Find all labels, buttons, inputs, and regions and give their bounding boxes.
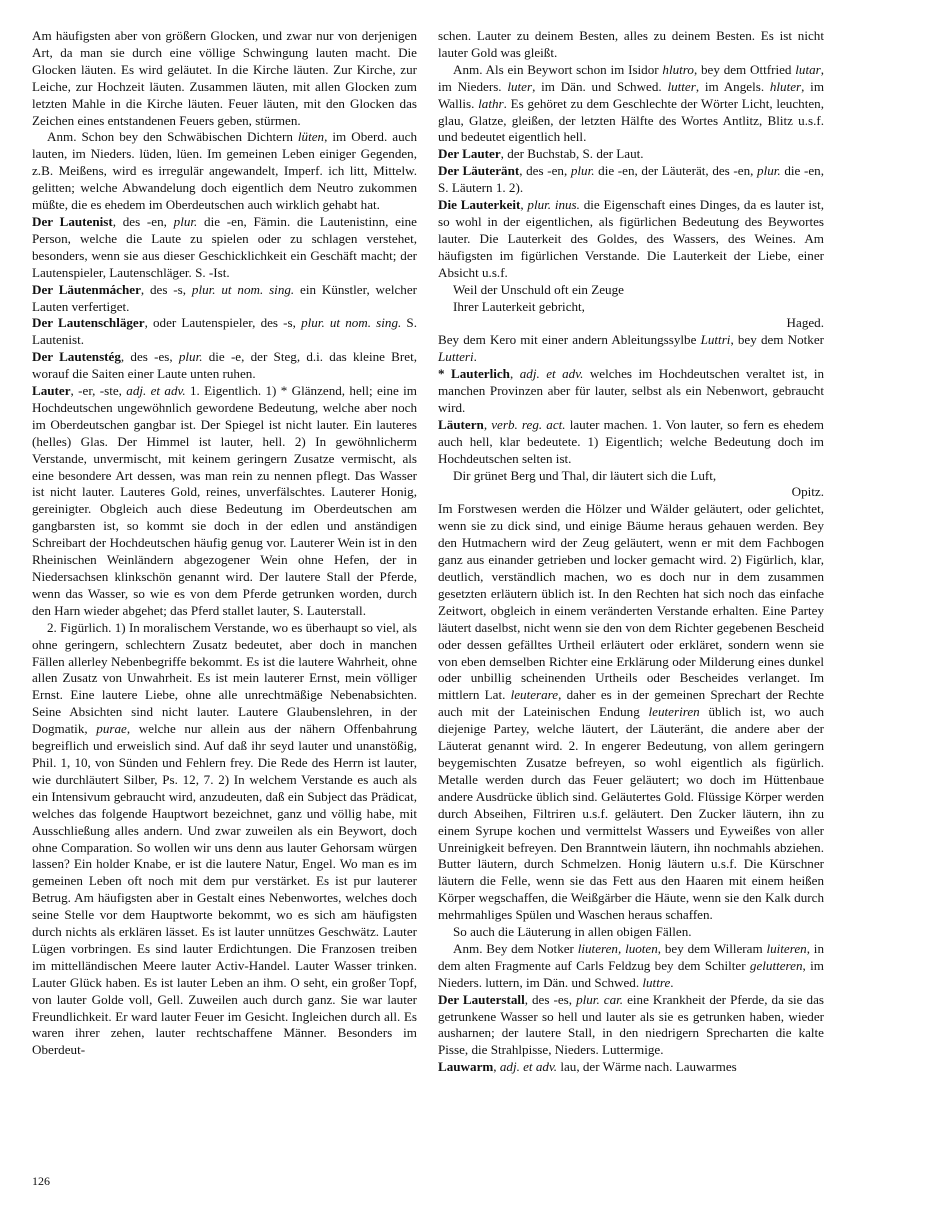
left-column-paragraph: Der Lautenstég, des -es, plur. die -e, der Steg, d.i. das kleine Bret, worauf die Saiten einer Laute unten ruhen. bbox=[32, 349, 417, 382]
right-column-paragraph: Opitz. bbox=[791, 484, 824, 500]
right-column-paragraph: Ihrer Lauterkeit gebricht, bbox=[453, 298, 585, 314]
left-column-paragraph: Lauter, -er, -ste, adj. et adv. 1. Eigentlich. 1) * Glänzend, hell; eine im Hochdeutschen ungewöhnlich gewordene Bedeutung, welche aber noch im Oberdeutschen gangbar ist. Der Spiegel ist nicht lauter. Ein lauteres (helles) Glas. Der Himmel ist lauter, hell. 2) In gewöhnlicherm Verstande, unvermischt, mit keinem geringern Zusatze vermischt, als eine besondere Art dessen, was man rein zu nennen pflegt. Das Wasser ist nicht lauter. Lauteres Gold, reines, unverfälschtes. Lauterer Honig, gereinigter. Obgleich auch diese Bedeutung im Oberdeutschen am gangbarsten ist, so kommt sie doch in der edlen und anständigen Schreibart der Hochdeutschen häufig genug vor. Lauterer Wein ist in den Rheinischen Weinländern abgezogener Wein ohne Hefen, der in Niedersachsen klinkschön genannt wird. Der lautere Stall der Pferde, wenn das Wasser, so wie es von dem Pferde getrunken worden, durch den Harn wieder abgehet; das Pferd stallet lauter, S. Lauterstall. bbox=[32, 383, 417, 618]
left-column-paragraph: Der Lautenist, des -en, plur. die -en, Fämin. die Lautenistinn, eine Person, welche die Laute zu spielen oder zu schlagen verstehet, besonders, wenn sie aus dieser Geschicklichkeit ein Geschäft macht; der Lautenspieler, Lautenschläger. S. -Ist. bbox=[32, 213, 417, 280]
left-column-paragraph: Der Lautenschläger, oder Lautenspieler, des -s, plur. ut nom. sing. S. Lautenist. bbox=[32, 315, 417, 348]
right-column-paragraph: Bey dem Kero mit einer andern Ableitungssylbe Luttri, bey dem Notker Lutteri. bbox=[438, 332, 825, 365]
right-column-paragraph: Läutern, verb. reg. act. lauter machen. 1. Von lauter, so fern es ehedem auch hell, klar bedeutete. 1) Eigentlich; welche Bedeutung doch im Hochdeutschen selten ist. bbox=[438, 416, 824, 466]
right-column-paragraph: Der Lauterstall, des -es, plur. car. eine Krankheit der Pferde, da sie das getrunkene Wasser so hell und lauter als sie es getrunken haben, wieder ausharnen; der lautere Stall, in den niedrigern Sprecharten die kalte Pisse, die Strahlpisse, Nieders. Luttermige. bbox=[438, 991, 824, 1058]
left-column-paragraph: Anm. Schon bey den Schwäbischen Dichtern lüten, im Oberd. auch lauten, im Nieders. lüden, lüen. Im gemeinen Leben einiger Gegenden, z.B. Meißens, wird es irregulär angewandelt, Imperf. ich litt, Mittelw. gelitten; welche Abwandelung doch eigentlich dem Neutro zukommen müßte, die es ehedem im Oberdeutschen auch wirklich gehabt hat. bbox=[32, 129, 417, 213]
right-column-paragraph: Anm. Als ein Beywort schon im Isidor hlutro, bey dem Ottfried lutar, im Nieders. luter, im Dän. und Schwed. lutter, im Angels. hluter, im Wallis. lathr. Es gehöret zu dem Geschlechte der Wörter Licht, leuchten, glau, Glatze, gleißen, der letzten Hälfte des Wortes Antlitz, Blitz u.s.f. und bedeutet eigentlich hell. bbox=[438, 61, 825, 145]
left-column-paragraph: Am häufigsten aber von größern Glocken, und zwar nur von derjenigen Art, da man sie durch eine völlige Schwingung lauten macht. Die Glocken läuten. Es wird geläutet. In die Kirche läuten. Zur Kirche, zur Leiche, zur Hochzeit läuten. Zusammen läuten, mit allen Glocken zum letzten Mahle in die Kirche läuten. Feuer läuten, mit den Glocken das Zeichen eines entstandenen Feuers geben, stürmen. bbox=[32, 28, 417, 128]
right-column-paragraph: schen. Lauter zu deinem Besten, alles zu deinem Besten. Es ist nicht lauter Gold was gleißt. bbox=[438, 28, 824, 60]
right-column-paragraph: Die Lauterkeit, plur. inus. die Eigenschaft eines Dinges, da es lauter ist, so wohl in der eigentlichen, als figürlichen Bedeutung des Beywortes lauter. Die Lauterkeit des Goldes, des Wassers, des Weines. Am häufigsten im figürlichen Verstande. Die Lauterkeit der Liebe, einer Absicht u.s.f. bbox=[438, 197, 824, 280]
right-column-paragraph: Lauwarm, adj. et adv. lau, der Wärme nach. Lauwarmes bbox=[438, 1059, 737, 1075]
left-column-paragraph: Der Läutenmácher, des -s, plur. ut nom. sing. ein Künstler, welcher Lauten verfertiget. bbox=[32, 281, 417, 314]
right-column-paragraph: Haged. bbox=[786, 315, 824, 331]
right-column bbox=[438, 28, 824, 1076]
right-column-paragraph: Weil der Unschuld oft ein Zeuge bbox=[453, 281, 624, 297]
right-column-paragraph: Anm. Bey dem Notker liuteren, luoten, bey dem Willeram luiteren, in dem alten Fragmente auf Carls Feldzug bey dem Schilter gelutteren, im Nieders. luttern, im Dän. und Schwed. luttre. bbox=[438, 940, 824, 990]
right-column-paragraph: Dir grünet Berg und Thal, dir läutert sich die Luft, bbox=[453, 467, 717, 483]
right-column-paragraph: Im Forstwesen werden die Hölzer und Wälder geläutert, oder gelichtet, wenn sie zu dick sind, und einige Bäume heraus gehauen werden. Bey den Hutmachern wird der Zeug geläutert, wenn er mit dem Fachbogen ganz aus einander getrieben und locker gemacht wird. 2) Figürlich, klar, deutlich, verständlich machen, wo es doch nur in dem zusammen gesetzten erläutern üblich ist. In den Rechten hat sich noch das einfache Zeitwort, obgleich in einem veränderten Verstande erhalten. Eine Partey läutert daselbst, nicht wenn sie den von dem Richter gegebenen Bescheid oder dessen gefälltes Urtheil erläutert oder erkläret, sondern wenn sie von eben demselben Richter eine Erklärung oder Milderung eines dunkel oder unbillig scheinenden Urtheils oder Bescheides verlanget. Im mittlern Lat. leuterare, daher es in der gemeinen Sprechart der Rechte auch mit der Lateinischen Endung leuteriren üblich ist, wo auch diejenige Partey, welche läutert, der Läuteränt, die andere aber der Läuterat genannt wird. 2. In engerer Bedeutung, von allem geringern beygemischten Zusatze befreyen, so wohl eigentlich als figürlich. Metalle werden durch das Feuer geläutert; wo doch im Hüttenbaue andere Ausdrücke üblich sind. Geläutertes Gold. Flüssige Körper werden durch Abseihen, Filtriren u.s.f. geläutert. Den Zucker läutern, ihn zu einem Syrupe kochen und vermittelst Wassers und Eyweißes von aller Unreinigkeit befreyen. Den Branntwein läutern, ihn nochmahls abziehen. Butter läutern, durch Schmelzen. Honig läutern u.s.f. Die Kürschner läutern die Felle, wenn sie das Fett aus den Haaren mit einem heißen Körper wegschaffen, die Weißgärber die Häute, wenn sie den Kalk durch mehrmahliges Spülen und Waschen heraus schaffen. bbox=[438, 501, 825, 923]
right-column-paragraph: * Lauterlich, adj. et adv. welches im Hochdeutschen veraltet ist, in manchen Provinzen aber für lauter, selbst als ein Nebenwort, gebraucht wird. bbox=[438, 366, 825, 415]
right-column-paragraph: Der Lauter, der Buchstab, S. der Laut. bbox=[438, 146, 644, 162]
right-column-paragraph: Der Läuteränt, des -en, plur. die -en, der Läuterät, des -en, plur. die -en, S. Läutern 1. 2). bbox=[438, 163, 824, 196]
left-column bbox=[32, 28, 417, 1059]
right-column-paragraph: So auch die Läuterung in allen obigen Fällen. bbox=[453, 924, 692, 940]
page-number: 126 bbox=[32, 1174, 50, 1188]
left-column-paragraph: 2. Figürlich. 1) In moralischem Verstande, wo es überhaupt so viel, als ohne geringern, schlechtern Zusatz bedeutet, aber doch in manchen Fällen allerley Nebenbegriffe bekommt. Es ist die lautere Wahrheit, ohne allen Zusatz von Unwahrheit. Es ist mein lauterer Ernst, mein völliger Ernst. Eine lautere Liebe, ohne alle unrechtmäßige Nebenabsichten. Seine Absichten sind nicht lauter. Lautere Glaubenslehren, in der Dogmatik, purae, welche nur allein aus der nähern Offenbahrung begreiflich und erweislich sind. Auf daß ihr seyd lauter und unanstößig, Phil. 1, 10, von Sünden und Fehlern frey. Die Rede des Herrn ist lauter, wie durchläutert Silber, Ps. 12, 7. 2) In welchem Verstande es auch als ein Intensivum gebraucht wird, anzudeuten, daß ein Subject das Prädicat, welches das folgende Hauptwort bezeichnet, ganz und völlig habe, mit Ausschließung alles andern. Und zwar zuweilen als ein Beywort, doch ohne Comparation. So wollen wir uns denn aus lauter Gehorsam würgen lassen? Ein holder Knabe, er ist die lautere Natur, Engel. Wo man es im gemeinen Leben oft noch mit dem pur verstärket. Es ist pur lauterer Betrug. Am häufigsten aber in Gestalt eines Nebenwortes, welches doch seine Stelle vor dem Hauptworte bekommt, wo es sich am häufigsten durch nichts als erklären lässet. Es ist lauter unnützes Geschwätz. Lauter Lügen vorbringen. Es sind lauter Erdichtungen. Die Franzosen treiben im mittelländischen Meere lauter Activ-Handel. Lauter Wasser trinken. Lauter Glück haben. Es ist lauter Leben an ihm. O seht, ein großer Topf, von lauter Golde voll, Gell. Zuweilen auch durch ganz. Sie war lauter Freundlichkeit. Er ward lauter Feuer im Gesicht. Ingleichen durch all. Es waren ihrer zehen, lauter rechtschaffene Männer. Besonders im Oberdeut- bbox=[32, 619, 417, 1058]
